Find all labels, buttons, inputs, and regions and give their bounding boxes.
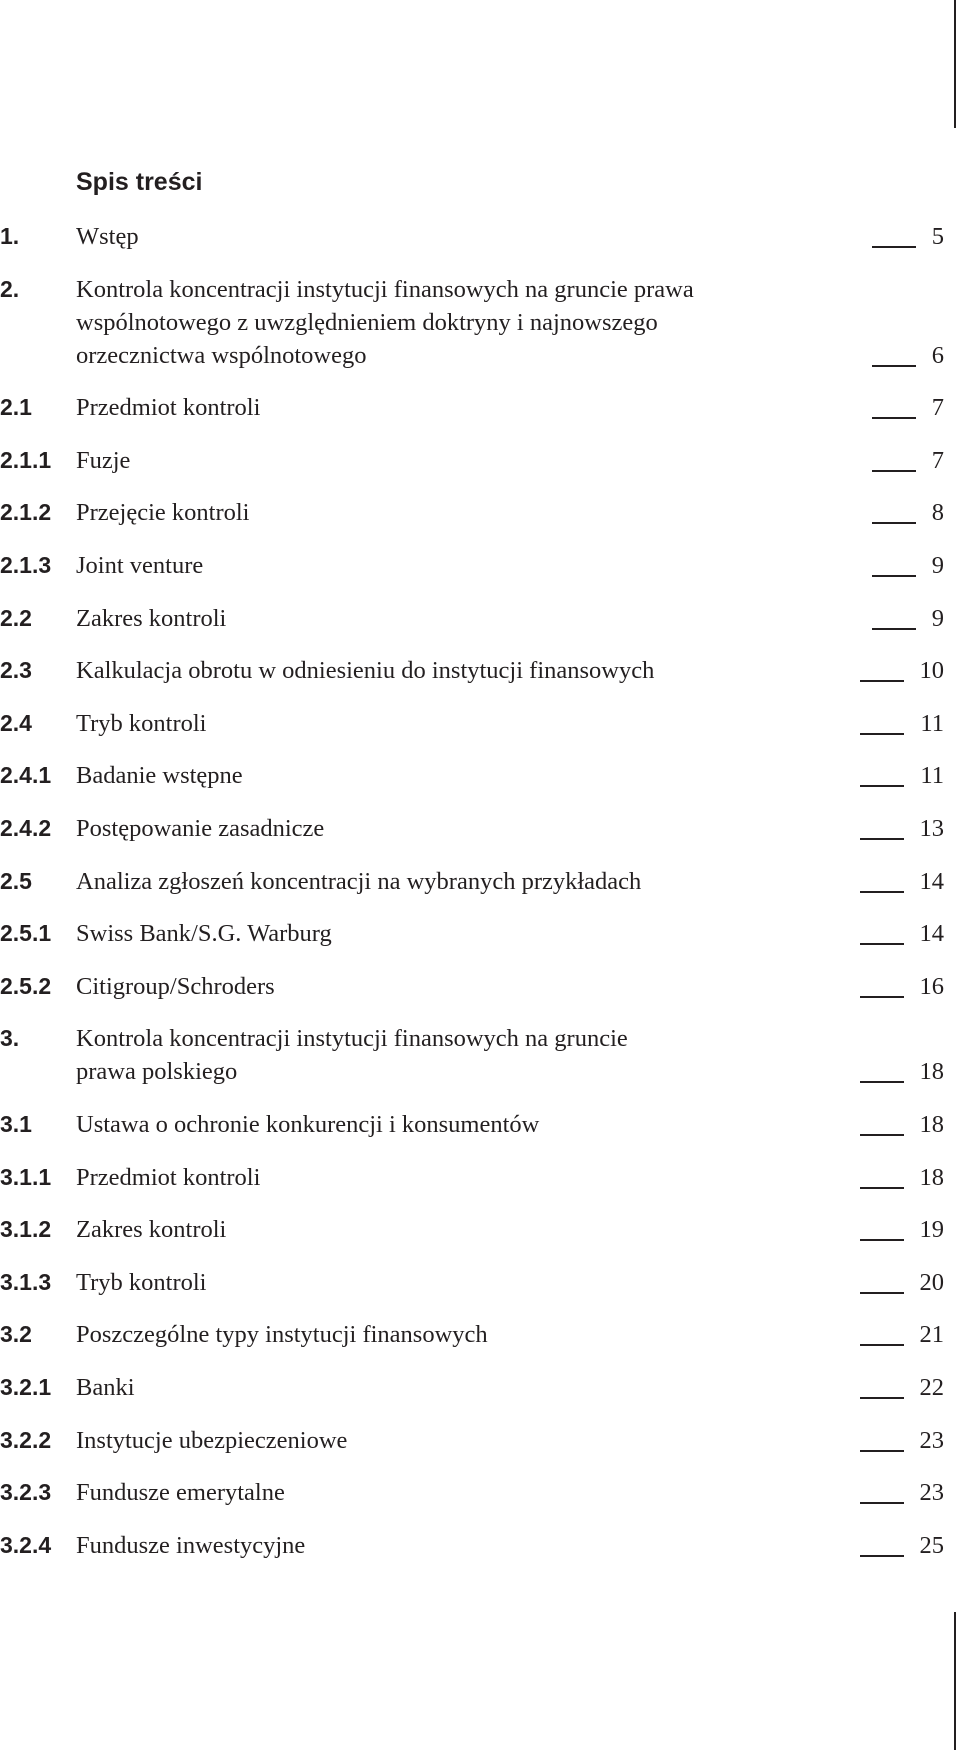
toc-entry-page-number: 5 [931, 223, 944, 250]
toc-entry-page-number: 23 [919, 1479, 944, 1507]
toc-entry-title [76, 273, 796, 372]
toc-entry-leader-line [872, 522, 916, 524]
toc-entry-leader-line [860, 838, 904, 840]
toc-entry-title [76, 917, 796, 950]
toc-entry-title-line: Tryb kontroli [76, 709, 207, 737]
toc-entry-number: 2.1 [0, 394, 32, 421]
toc-entry-title [76, 654, 796, 687]
toc-entry-leader-line [860, 996, 904, 998]
toc-entry-page-number: 11 [920, 709, 944, 737]
toc-entry-title-line: Ustawa o ochronie konkurencji i konsumentów [76, 1111, 540, 1138]
toc-entry-title [76, 220, 796, 253]
toc-entry-title-line: Citigroup/Schroders [76, 972, 275, 1000]
toc-entry-title [76, 1108, 796, 1141]
toc-entry-title-line: Kontrola koncentracji instytucji finansowych na gruncie prawa [76, 275, 694, 303]
toc-entry-leader-line [860, 1081, 904, 1083]
toc-entry-leader-line [860, 1292, 904, 1294]
toc-entry-title [76, 1476, 796, 1509]
toc-entry-leader-line [872, 470, 916, 472]
toc-entry-page-number: 21 [919, 1321, 944, 1349]
toc-entry-number: 3.2.4 [0, 1531, 52, 1558]
toc-entry-number: 2.5 [0, 867, 32, 894]
toc-entry-title [76, 1318, 796, 1351]
toc-entry-title [76, 1213, 796, 1246]
toc-entry-leader-line [860, 733, 904, 735]
toc-entry-page-number: 6 [931, 341, 944, 369]
toc-entry-number: 3.2.1 [0, 1374, 52, 1400]
toc-entry-page-number: 8 [931, 499, 944, 527]
toc-entry-number: 3.1 [0, 1111, 32, 1137]
toc-entry-leader-line [872, 365, 916, 367]
toc-entry-title [76, 496, 796, 529]
toc-entry-leader-line [860, 785, 904, 787]
toc-entry-title [76, 759, 796, 792]
toc-entry-number: 2.4.1 [0, 762, 52, 789]
toc-entry-page-number: 19 [919, 1216, 944, 1244]
toc-entry-leader-line [860, 1134, 904, 1136]
toc-entry-leader-line [872, 628, 916, 630]
toc-entry-page-number: 23 [919, 1426, 944, 1454]
toc-entry-title-line: Tryb kontroli [76, 1268, 207, 1296]
toc-entry-page-number: 25 [919, 1531, 944, 1559]
toc-entry-title-line: Analiza zgłoszeń koncentracji na wybranych przykładach [76, 867, 642, 895]
page-edge-mark-top [954, 0, 956, 128]
toc-entry-number: 2. [0, 275, 20, 302]
toc-entry-title-line: Przejęcie kontroli [76, 499, 250, 527]
toc-entry-number: 2.5.1 [0, 920, 52, 947]
toc-title: Spis treści [76, 168, 203, 196]
toc-entry-title [76, 444, 796, 477]
toc-entry-page-number: 18 [919, 1163, 944, 1191]
toc-entry-title [76, 1371, 796, 1404]
toc-entry-title [76, 970, 796, 1003]
toc-entry-title [76, 1529, 796, 1562]
toc-entry-number: 3.2 [0, 1321, 32, 1348]
toc-entry-number: 3.1.1 [0, 1163, 52, 1190]
toc-entry-number: 2.2 [0, 604, 32, 631]
toc-entry-leader-line [860, 1397, 904, 1399]
toc-entry-title [76, 1161, 796, 1194]
toc-entry-title-line: Banki [76, 1374, 135, 1401]
toc-entry-title-line: Joint venture [76, 552, 204, 579]
toc-entry-title-line: Wstęp [76, 223, 139, 250]
toc-entry-number: 1. [0, 223, 20, 249]
toc-entry-leader-line [860, 680, 904, 682]
toc-entry-number: 3.2.2 [0, 1426, 52, 1453]
toc-entry-number: 2.3 [0, 657, 32, 684]
toc-entry-leader-line [860, 1344, 904, 1346]
toc-entry-title-line: Badanie wstępne [76, 762, 243, 790]
toc-entry-page-number: 11 [920, 762, 944, 790]
toc-entry-title-line: Zakres kontroli [76, 1216, 227, 1244]
toc-entry-number: 2.5.2 [0, 972, 52, 999]
toc-entry-page-number: 14 [919, 920, 944, 948]
toc-entry-number: 2.4 [0, 709, 32, 736]
toc-entry-page-number: 10 [919, 657, 944, 685]
toc-entry-title-line: Instytucje ubezpieczeniowe [76, 1426, 348, 1454]
toc-entry-leader-line [860, 1555, 904, 1557]
toc-entry-title-line: prawa polskiego [76, 1058, 238, 1086]
toc-entry-page-number: 9 [931, 604, 944, 632]
toc-entry-title-line: Fundusze emerytalne [76, 1479, 285, 1507]
toc-entry-leader-line [860, 1239, 904, 1241]
toc-entry-number: 2.1.1 [0, 446, 52, 473]
toc-entry-title [76, 549, 796, 582]
toc-entry-title [76, 1022, 796, 1088]
toc-entry-number: 2.1.2 [0, 499, 52, 526]
toc-entry-leader-line [872, 575, 916, 577]
toc-entry-page-number: 18 [919, 1058, 944, 1086]
toc-entry-page-number: 22 [919, 1374, 944, 1401]
toc-entry-leader-line [872, 246, 916, 248]
toc-entry-title [76, 391, 796, 424]
toc-entry-title [76, 812, 796, 845]
toc-entry-title-line: wspólnotowego z uwzględnieniem doktryny i najnowszego [76, 308, 658, 336]
toc-entry-leader-line [860, 1502, 904, 1504]
toc-entry-number: 2.1.3 [0, 552, 52, 578]
toc-entry-title-line: Kalkulacja obrotu w odniesieniu do instytucji finansowych [76, 657, 655, 685]
toc-entry-title-line: Postępowanie zasadnicze [76, 815, 325, 842]
toc-entry-title [76, 707, 796, 740]
toc-entry-number: 3.1.3 [0, 1268, 52, 1295]
toc-entry-page-number: 14 [919, 867, 944, 895]
toc-entry-page-number: 20 [919, 1268, 944, 1296]
toc-entry-page-number: 7 [931, 446, 944, 474]
toc-entry-leader-line [860, 1450, 904, 1452]
toc-entry-title-line: Poszczególne typy instytucji finansowych [76, 1321, 488, 1349]
toc-entry-page-number: 7 [931, 394, 944, 422]
toc-entry-leader-line [872, 417, 916, 419]
toc-entry-title-line: Zakres kontroli [76, 604, 227, 632]
toc-entry-title-line: Kontrola koncentracji instytucji finansowych na gruncie [76, 1025, 628, 1053]
toc-entry-leader-line [860, 891, 904, 893]
toc-entry-title [76, 1424, 796, 1457]
toc-entry-number: 3.2.3 [0, 1479, 52, 1506]
toc-entry-title-line: Przedmiot kontroli [76, 394, 261, 422]
toc-entry-leader-line [860, 1187, 904, 1189]
toc-entry-page-number: 16 [919, 972, 944, 1000]
toc-entry-title [76, 602, 796, 635]
toc-entry-number: 3.1.2 [0, 1216, 52, 1243]
toc-entry-number: 3. [0, 1025, 20, 1052]
toc-entry-page-number: 18 [919, 1111, 944, 1138]
toc-entry-title-line: Swiss Bank/S.G. Warburg [76, 920, 332, 948]
toc-entry-title-line: orzecznictwa wspólnotowego [76, 341, 367, 369]
page-edge-mark-bottom [954, 1612, 956, 1750]
toc-entry-leader-line [860, 943, 904, 945]
toc-entry-title-line: Przedmiot kontroli [76, 1163, 261, 1191]
toc-entry-page-number: 9 [931, 552, 944, 579]
toc-entry-title [76, 865, 796, 898]
toc-entry-title [76, 1266, 796, 1299]
toc-entry-number: 2.4.2 [0, 815, 52, 841]
toc-entry-title-line: Fuzje [76, 446, 131, 474]
toc-entry-page-number: 13 [919, 815, 944, 842]
toc-entry-title-line: Fundusze inwestycyjne [76, 1531, 306, 1559]
